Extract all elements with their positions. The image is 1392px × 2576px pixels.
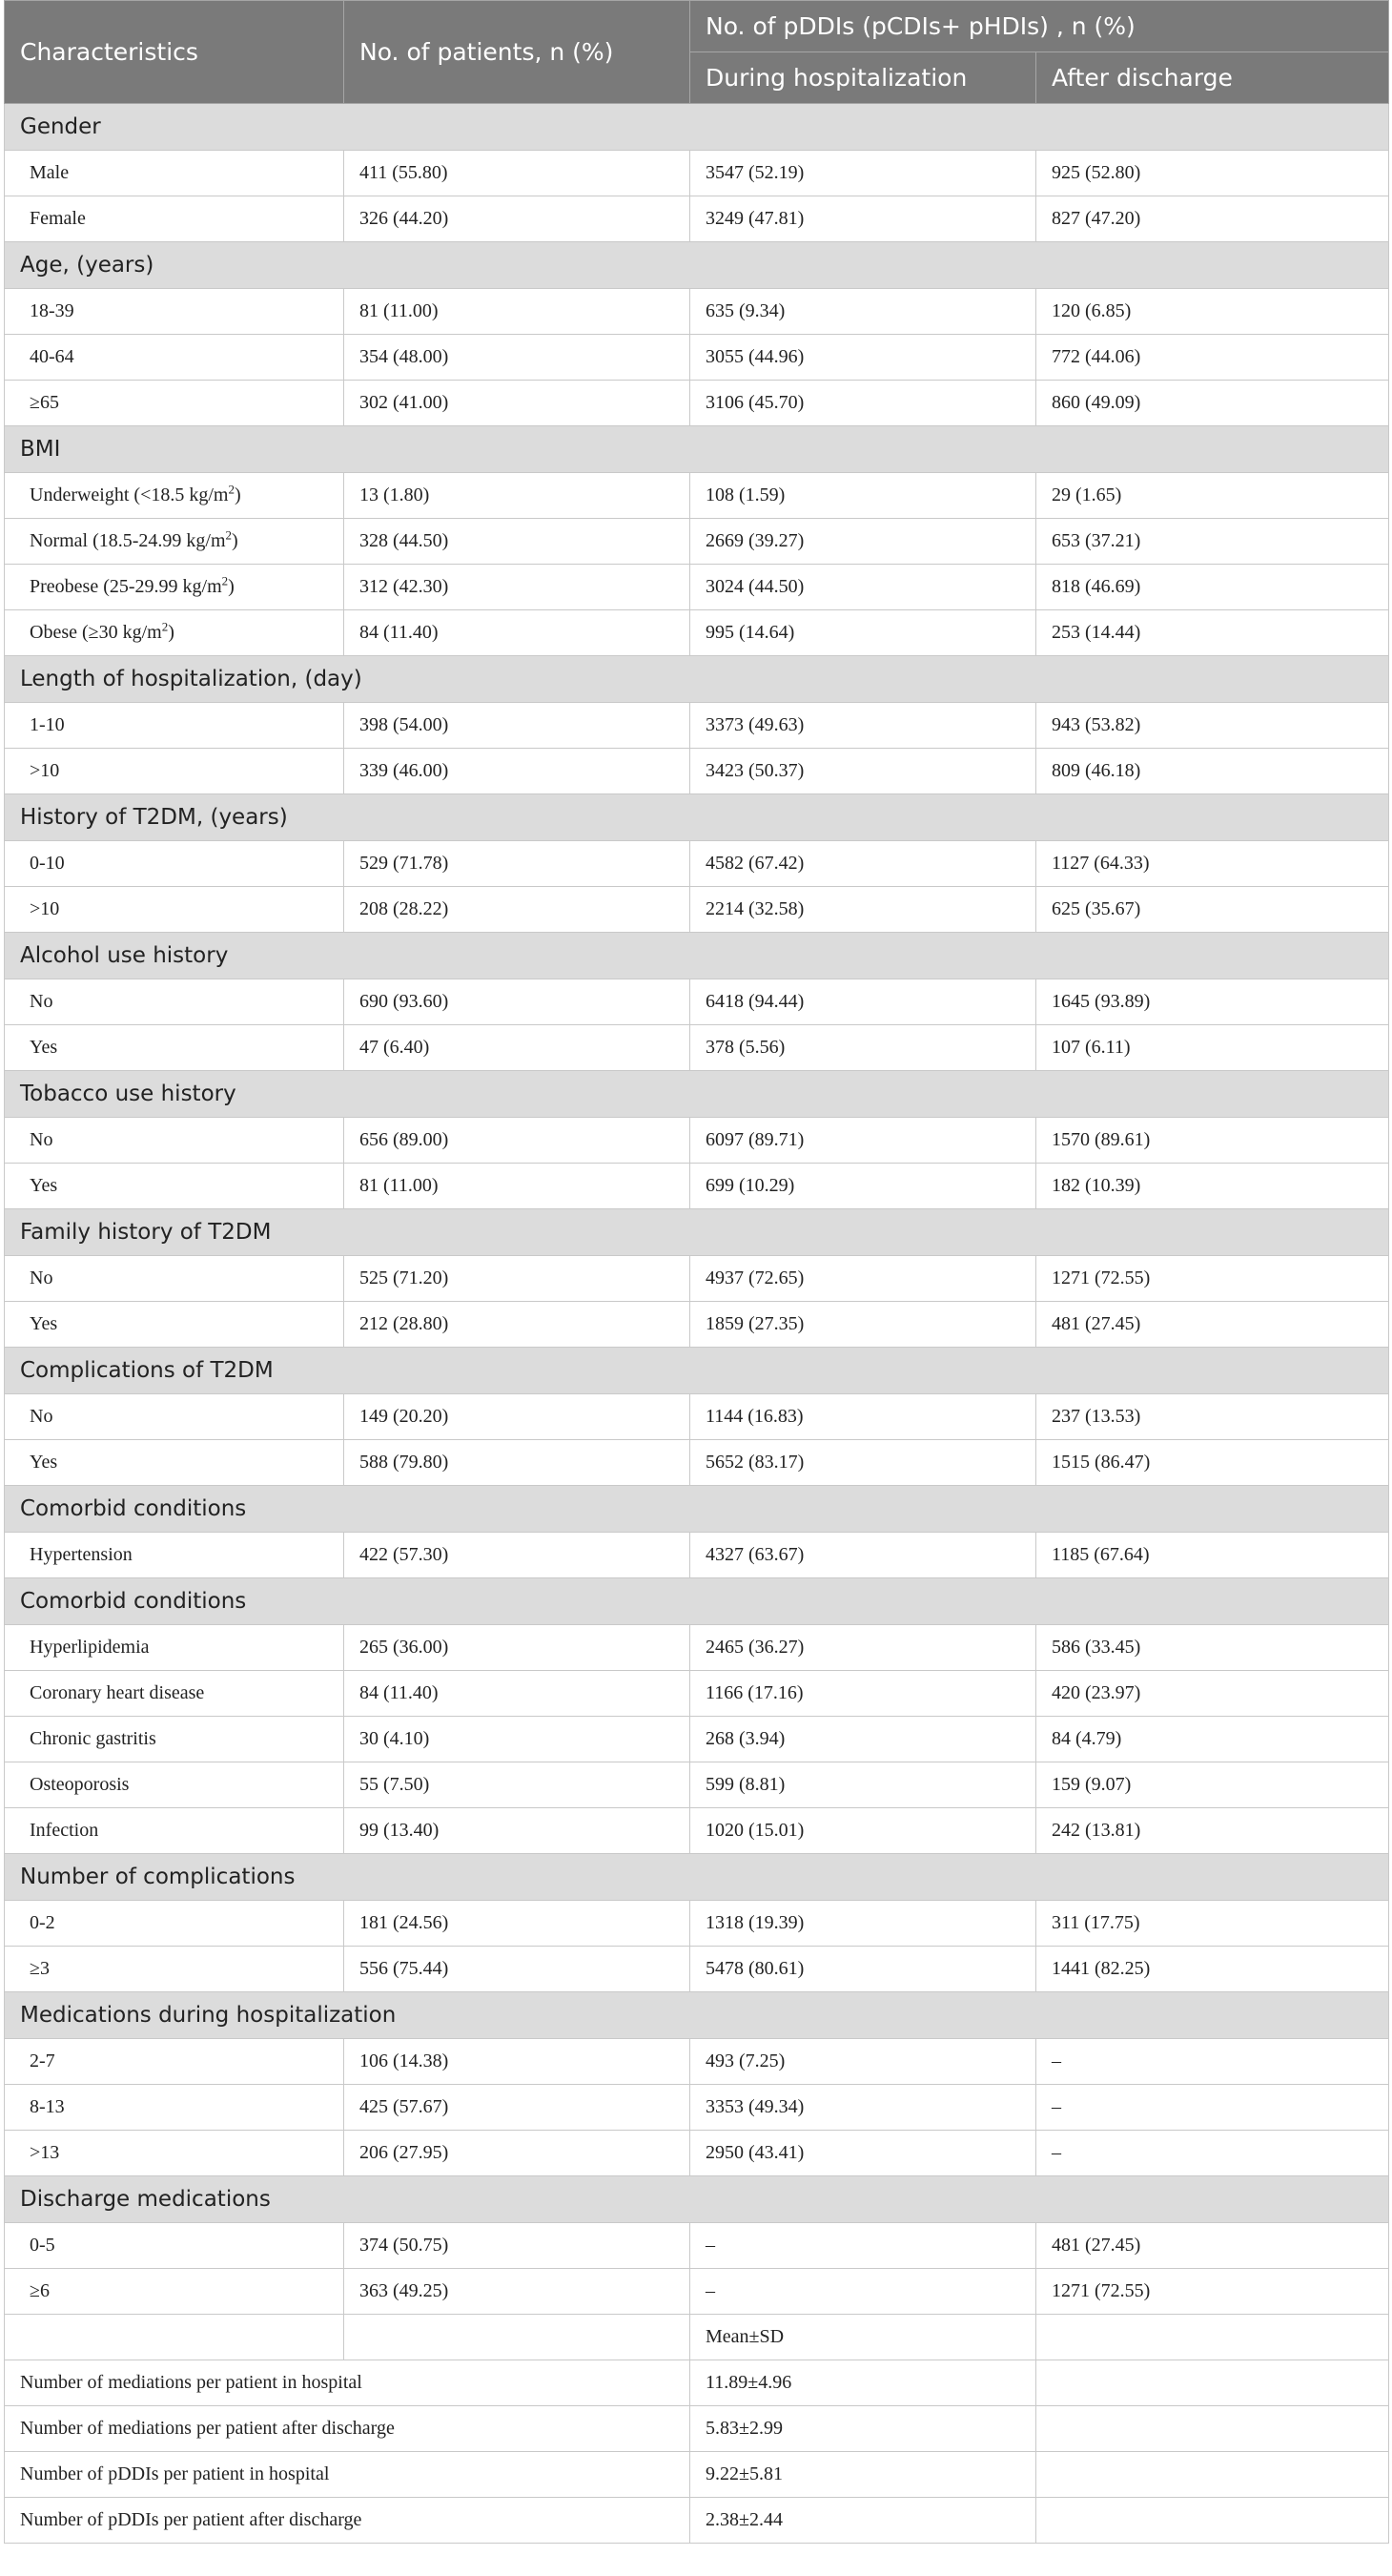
table-row xyxy=(5,196,1389,242)
row-label-text: Coronary heart disease xyxy=(30,1682,205,1703)
row-label-text: Male xyxy=(30,162,70,183)
mean-sd-header: Mean±SD xyxy=(690,2315,1036,2360)
patients-cell: 99 (13.40) xyxy=(344,1808,690,1854)
during-hospitalization-cell: 493 (7.25) xyxy=(690,2039,1036,2085)
during-hospitalization-cell: 635 (9.34) xyxy=(690,289,1036,335)
row-label xyxy=(5,749,344,794)
header-characteristics: Characteristics xyxy=(5,1,344,104)
patients-cell: 588 (79.80) xyxy=(344,1440,690,1486)
during-hospitalization-cell: 108 (1.59) xyxy=(690,473,1036,519)
patients-cell: 690 (93.60) xyxy=(344,979,690,1025)
patients-cell: 208 (28.22) xyxy=(344,887,690,933)
table-row xyxy=(5,749,1389,794)
after-discharge-cell: 84 (4.79) xyxy=(1036,1717,1389,1762)
patients-cell: 425 (57.67) xyxy=(344,2085,690,2131)
during-hospitalization-cell: 3024 (44.50) xyxy=(690,565,1036,610)
summary-row xyxy=(5,2498,1389,2544)
during-hospitalization-cell: – xyxy=(690,2223,1036,2269)
section-header-row xyxy=(5,242,1389,289)
table-row xyxy=(5,1717,1389,1762)
table-row xyxy=(5,2131,1389,2176)
header-pddis: No. of pDDIs (pCDIs+ pHDIs) , n (%) xyxy=(690,1,1389,52)
after-discharge-cell: 818 (46.69) xyxy=(1036,565,1389,610)
row-label xyxy=(5,1762,344,1808)
empty-cell xyxy=(1036,2360,1389,2406)
section-title: Gender xyxy=(5,104,1389,151)
table-row xyxy=(5,703,1389,749)
row-label xyxy=(5,2085,344,2131)
row-label-text: No xyxy=(30,1267,53,1288)
row-label-text: 1-10 xyxy=(30,714,65,735)
patients-cell: 13 (1.80) xyxy=(344,473,690,519)
row-label xyxy=(5,887,344,933)
after-discharge-cell: 625 (35.67) xyxy=(1036,887,1389,933)
row-label-text: No xyxy=(30,1406,53,1427)
during-hospitalization-cell: 3373 (49.63) xyxy=(690,703,1036,749)
row-label xyxy=(5,1118,344,1164)
patients-cell: 206 (27.95) xyxy=(344,2131,690,2176)
after-discharge-cell: 925 (52.80) xyxy=(1036,151,1389,196)
patients-cell: 374 (50.75) xyxy=(344,2223,690,2269)
row-label-suffix: ) xyxy=(234,484,241,505)
during-hospitalization-cell: 1166 (17.16) xyxy=(690,1671,1036,1717)
summary-value: 9.22±5.81 xyxy=(690,2452,1036,2498)
table-row xyxy=(5,151,1389,196)
row-label xyxy=(5,703,344,749)
during-hospitalization-cell: 599 (8.81) xyxy=(690,1762,1036,1808)
during-hospitalization-cell: 5478 (80.61) xyxy=(690,1947,1036,1992)
row-label-text: Hyperlipidemia xyxy=(30,1637,150,1658)
during-hospitalization-cell: 2950 (43.41) xyxy=(690,2131,1036,2176)
table-row xyxy=(5,841,1389,887)
row-label-text: 0-2 xyxy=(30,1912,55,1933)
table-row xyxy=(5,1625,1389,1671)
after-discharge-cell: 943 (53.82) xyxy=(1036,703,1389,749)
row-label-text: ≥6 xyxy=(30,2280,50,2301)
empty-cell xyxy=(1036,2315,1389,2360)
unit-exponent: 2 xyxy=(161,619,169,634)
patients-cell: 181 (24.56) xyxy=(344,1901,690,1947)
section-title: Discharge medications xyxy=(5,2176,1389,2223)
patients-cell: 525 (71.20) xyxy=(344,1256,690,1302)
after-discharge-cell: 827 (47.20) xyxy=(1036,196,1389,242)
table-row xyxy=(5,565,1389,610)
header-after-discharge: After discharge xyxy=(1036,52,1389,104)
row-label xyxy=(5,841,344,887)
row-label xyxy=(5,1717,344,1762)
row-label xyxy=(5,289,344,335)
summary-label: Number of mediations per patient in hospital xyxy=(5,2360,690,2406)
row-label xyxy=(5,1947,344,1992)
after-discharge-cell: 1570 (89.61) xyxy=(1036,1118,1389,1164)
section-title: Comorbid conditions xyxy=(5,1578,1389,1625)
row-label xyxy=(5,473,344,519)
unit-exponent: 2 xyxy=(221,573,229,588)
after-discharge-cell: 481 (27.45) xyxy=(1036,2223,1389,2269)
summary-row xyxy=(5,2360,1389,2406)
section-header-row xyxy=(5,794,1389,841)
row-label xyxy=(5,1625,344,1671)
table-row xyxy=(5,289,1389,335)
row-label xyxy=(5,1901,344,1947)
table-row xyxy=(5,1533,1389,1578)
row-label xyxy=(5,381,344,426)
during-hospitalization-cell: 4937 (72.65) xyxy=(690,1256,1036,1302)
during-hospitalization-cell: 2465 (36.27) xyxy=(690,1625,1036,1671)
empty-cell xyxy=(1036,2406,1389,2452)
table-row xyxy=(5,519,1389,565)
table-row xyxy=(5,1901,1389,1947)
after-discharge-cell: 1127 (64.33) xyxy=(1036,841,1389,887)
during-hospitalization-cell: 2214 (32.58) xyxy=(690,887,1036,933)
patients-cell: 84 (11.40) xyxy=(344,610,690,656)
row-label xyxy=(5,1256,344,1302)
after-discharge-cell: 481 (27.45) xyxy=(1036,1302,1389,1348)
section-header-row xyxy=(5,656,1389,703)
patients-cell: 411 (55.80) xyxy=(344,151,690,196)
row-label-text: ≥3 xyxy=(30,1958,50,1979)
table-row xyxy=(5,473,1389,519)
patients-cell: 149 (20.20) xyxy=(344,1394,690,1440)
during-hospitalization-cell: 6097 (89.71) xyxy=(690,1118,1036,1164)
summary-value: 5.83±2.99 xyxy=(690,2406,1036,2452)
row-label-text: Underweight (<18.5 kg/m xyxy=(30,484,229,505)
patients-cell: 106 (14.38) xyxy=(344,2039,690,2085)
characteristics-table xyxy=(4,0,1389,2544)
row-label-text: No xyxy=(30,991,53,1012)
row-label xyxy=(5,1808,344,1854)
table-row xyxy=(5,610,1389,656)
row-label xyxy=(5,979,344,1025)
after-discharge-cell: 1271 (72.55) xyxy=(1036,2269,1389,2315)
section-header-row xyxy=(5,2176,1389,2223)
patients-cell: 212 (28.80) xyxy=(344,1302,690,1348)
row-label-text: ≥65 xyxy=(30,392,59,413)
row-label-text: 40-64 xyxy=(30,346,74,367)
during-hospitalization-cell: 5652 (83.17) xyxy=(690,1440,1036,1486)
section-title: Medications during hospitalization xyxy=(5,1992,1389,2039)
after-discharge-cell: 159 (9.07) xyxy=(1036,1762,1389,1808)
section-title: Number of complications xyxy=(5,1854,1389,1901)
section-title: Tobacco use history xyxy=(5,1071,1389,1118)
empty-cell xyxy=(344,2315,690,2360)
row-label-text: 0-5 xyxy=(30,2235,55,2256)
section-title: BMI xyxy=(5,426,1389,473)
section-header-row xyxy=(5,933,1389,979)
during-hospitalization-cell: 2669 (39.27) xyxy=(690,519,1036,565)
table-row xyxy=(5,1808,1389,1854)
during-hospitalization-cell: 1144 (16.83) xyxy=(690,1394,1036,1440)
section-header-row xyxy=(5,1854,1389,1901)
after-discharge-cell: 586 (33.45) xyxy=(1036,1625,1389,1671)
row-label-text: >13 xyxy=(30,2142,60,2163)
row-label xyxy=(5,2039,344,2085)
section-header-row xyxy=(5,426,1389,473)
after-discharge-cell: 253 (14.44) xyxy=(1036,610,1389,656)
section-header-row xyxy=(5,1209,1389,1256)
table-row xyxy=(5,1440,1389,1486)
header-during-hospitalization: During hospitalization xyxy=(690,52,1036,104)
after-discharge-cell: 1185 (67.64) xyxy=(1036,1533,1389,1578)
after-discharge-cell: – xyxy=(1036,2039,1389,2085)
row-label xyxy=(5,1533,344,1578)
patients-cell: 363 (49.25) xyxy=(344,2269,690,2315)
table-row xyxy=(5,335,1389,381)
summary-row xyxy=(5,2452,1389,2498)
table-row xyxy=(5,2269,1389,2315)
table-row xyxy=(5,1394,1389,1440)
patients-cell: 47 (6.40) xyxy=(344,1025,690,1071)
after-discharge-cell: – xyxy=(1036,2131,1389,2176)
after-discharge-cell: 1645 (93.89) xyxy=(1036,979,1389,1025)
patients-cell: 556 (75.44) xyxy=(344,1947,690,1992)
patients-cell: 81 (11.00) xyxy=(344,1164,690,1209)
patients-cell: 328 (44.50) xyxy=(344,519,690,565)
summary-row xyxy=(5,2406,1389,2452)
section-header-row xyxy=(5,104,1389,151)
row-label xyxy=(5,565,344,610)
row-label-text: 2-7 xyxy=(30,2050,55,2071)
summary-label: Number of pDDIs per patient in hospital xyxy=(5,2452,690,2498)
during-hospitalization-cell: – xyxy=(690,2269,1036,2315)
patients-cell: 30 (4.10) xyxy=(344,1717,690,1762)
after-discharge-cell: 1271 (72.55) xyxy=(1036,1256,1389,1302)
section-title: Age, (years) xyxy=(5,242,1389,289)
patients-cell: 326 (44.20) xyxy=(344,196,690,242)
during-hospitalization-cell: 1020 (15.01) xyxy=(690,1808,1036,1854)
after-discharge-cell: 311 (17.75) xyxy=(1036,1901,1389,1947)
table-row xyxy=(5,381,1389,426)
during-hospitalization-cell: 3423 (50.37) xyxy=(690,749,1036,794)
row-label xyxy=(5,2131,344,2176)
during-hospitalization-cell: 4582 (67.42) xyxy=(690,841,1036,887)
after-discharge-cell: 107 (6.11) xyxy=(1036,1025,1389,1071)
patients-cell: 656 (89.00) xyxy=(344,1118,690,1164)
row-label-text: Female xyxy=(30,208,86,229)
patients-cell: 312 (42.30) xyxy=(344,565,690,610)
row-label-text: Normal (18.5-24.99 kg/m xyxy=(30,530,226,551)
row-label-text: Yes xyxy=(30,1313,58,1334)
row-label-suffix: ) xyxy=(168,622,174,643)
section-header-row xyxy=(5,1578,1389,1625)
after-discharge-cell: 242 (13.81) xyxy=(1036,1808,1389,1854)
row-label xyxy=(5,335,344,381)
section-title: Comorbid conditions xyxy=(5,1486,1389,1533)
section-header-row xyxy=(5,1992,1389,2039)
during-hospitalization-cell: 268 (3.94) xyxy=(690,1717,1036,1762)
row-label xyxy=(5,2269,344,2315)
after-discharge-cell: 772 (44.06) xyxy=(1036,335,1389,381)
row-label-text: Preobese (25-29.99 kg/m xyxy=(30,576,222,597)
table-row xyxy=(5,2039,1389,2085)
table-row xyxy=(5,1118,1389,1164)
row-label-text: Infection xyxy=(30,1820,99,1841)
during-hospitalization-cell: 378 (5.56) xyxy=(690,1025,1036,1071)
row-label xyxy=(5,1394,344,1440)
during-hospitalization-cell: 995 (14.64) xyxy=(690,610,1036,656)
summary-header-row xyxy=(5,2315,1389,2360)
after-discharge-cell: 1441 (82.25) xyxy=(1036,1947,1389,1992)
row-label xyxy=(5,1025,344,1071)
patients-cell: 339 (46.00) xyxy=(344,749,690,794)
empty-cell xyxy=(5,2315,344,2360)
section-header-row xyxy=(5,1348,1389,1394)
row-label xyxy=(5,1302,344,1348)
summary-value: 11.89±4.96 xyxy=(690,2360,1036,2406)
section-header-row xyxy=(5,1071,1389,1118)
row-label-text: 8-13 xyxy=(30,2096,65,2117)
table-row xyxy=(5,1671,1389,1717)
after-discharge-cell: 420 (23.97) xyxy=(1036,1671,1389,1717)
patients-cell: 81 (11.00) xyxy=(344,289,690,335)
during-hospitalization-cell: 699 (10.29) xyxy=(690,1164,1036,1209)
table-row xyxy=(5,1164,1389,1209)
unit-exponent: 2 xyxy=(225,527,233,543)
during-hospitalization-cell: 6418 (94.44) xyxy=(690,979,1036,1025)
row-label xyxy=(5,519,344,565)
row-label-text: Yes xyxy=(30,1175,58,1196)
table-row xyxy=(5,1947,1389,1992)
row-label xyxy=(5,151,344,196)
row-label-suffix: ) xyxy=(232,530,238,551)
during-hospitalization-cell: 1859 (27.35) xyxy=(690,1302,1036,1348)
section-title: Complications of T2DM xyxy=(5,1348,1389,1394)
row-label-text: No xyxy=(30,1129,53,1150)
summary-label: Number of pDDIs per patient after discharge xyxy=(5,2498,690,2544)
table-row xyxy=(5,1256,1389,1302)
header-patients: No. of patients, n (%) xyxy=(344,1,690,104)
section-title: Length of hospitalization, (day) xyxy=(5,656,1389,703)
patients-cell: 265 (36.00) xyxy=(344,1625,690,1671)
empty-cell xyxy=(1036,2498,1389,2544)
unit-exponent: 2 xyxy=(228,482,235,497)
row-label-text: Hypertension xyxy=(30,1544,133,1565)
table-row xyxy=(5,1025,1389,1071)
row-label-text: Yes xyxy=(30,1452,58,1473)
empty-cell xyxy=(1036,2452,1389,2498)
table-row xyxy=(5,887,1389,933)
table-row xyxy=(5,1762,1389,1808)
row-label-text: >10 xyxy=(30,898,60,919)
row-label-text: Osteoporosis xyxy=(30,1774,130,1795)
row-label xyxy=(5,2223,344,2269)
during-hospitalization-cell: 3547 (52.19) xyxy=(690,151,1036,196)
during-hospitalization-cell: 3106 (45.70) xyxy=(690,381,1036,426)
table-row xyxy=(5,979,1389,1025)
after-discharge-cell: – xyxy=(1036,2085,1389,2131)
section-header-row xyxy=(5,1486,1389,1533)
patients-cell: 422 (57.30) xyxy=(344,1533,690,1578)
row-label-text: 0-10 xyxy=(30,853,65,874)
patients-cell: 354 (48.00) xyxy=(344,335,690,381)
after-discharge-cell: 237 (13.53) xyxy=(1036,1394,1389,1440)
summary-label: Number of mediations per patient after discharge xyxy=(5,2406,690,2452)
patients-cell: 55 (7.50) xyxy=(344,1762,690,1808)
table-row xyxy=(5,2085,1389,2131)
patients-cell: 302 (41.00) xyxy=(344,381,690,426)
patients-cell: 84 (11.40) xyxy=(344,1671,690,1717)
after-discharge-cell: 860 (49.09) xyxy=(1036,381,1389,426)
after-discharge-cell: 182 (10.39) xyxy=(1036,1164,1389,1209)
patients-cell: 529 (71.78) xyxy=(344,841,690,887)
section-title: Alcohol use history xyxy=(5,933,1389,979)
after-discharge-cell: 120 (6.85) xyxy=(1036,289,1389,335)
after-discharge-cell: 29 (1.65) xyxy=(1036,473,1389,519)
row-label-text: Yes xyxy=(30,1037,58,1058)
row-label-text: Chronic gastritis xyxy=(30,1728,156,1749)
row-label xyxy=(5,1440,344,1486)
row-label xyxy=(5,1164,344,1209)
after-discharge-cell: 1515 (86.47) xyxy=(1036,1440,1389,1486)
row-label xyxy=(5,196,344,242)
row-label-text: 18-39 xyxy=(30,300,74,321)
after-discharge-cell: 653 (37.21) xyxy=(1036,519,1389,565)
row-label xyxy=(5,1671,344,1717)
during-hospitalization-cell: 3055 (44.96) xyxy=(690,335,1036,381)
section-title: History of T2DM, (years) xyxy=(5,794,1389,841)
during-hospitalization-cell: 3249 (47.81) xyxy=(690,196,1036,242)
section-title: Family history of T2DM xyxy=(5,1209,1389,1256)
patients-cell: 398 (54.00) xyxy=(344,703,690,749)
after-discharge-cell: 809 (46.18) xyxy=(1036,749,1389,794)
row-label-text: >10 xyxy=(30,760,60,781)
row-label-suffix: ) xyxy=(228,576,235,597)
summary-value: 2.38±2.44 xyxy=(690,2498,1036,2544)
during-hospitalization-cell: 1318 (19.39) xyxy=(690,1901,1036,1947)
row-label xyxy=(5,610,344,656)
during-hospitalization-cell: 4327 (63.67) xyxy=(690,1533,1036,1578)
table-row xyxy=(5,1302,1389,1348)
row-label-text: Obese (≥30 kg/m xyxy=(30,622,162,643)
during-hospitalization-cell: 3353 (49.34) xyxy=(690,2085,1036,2131)
table-row xyxy=(5,2223,1389,2269)
